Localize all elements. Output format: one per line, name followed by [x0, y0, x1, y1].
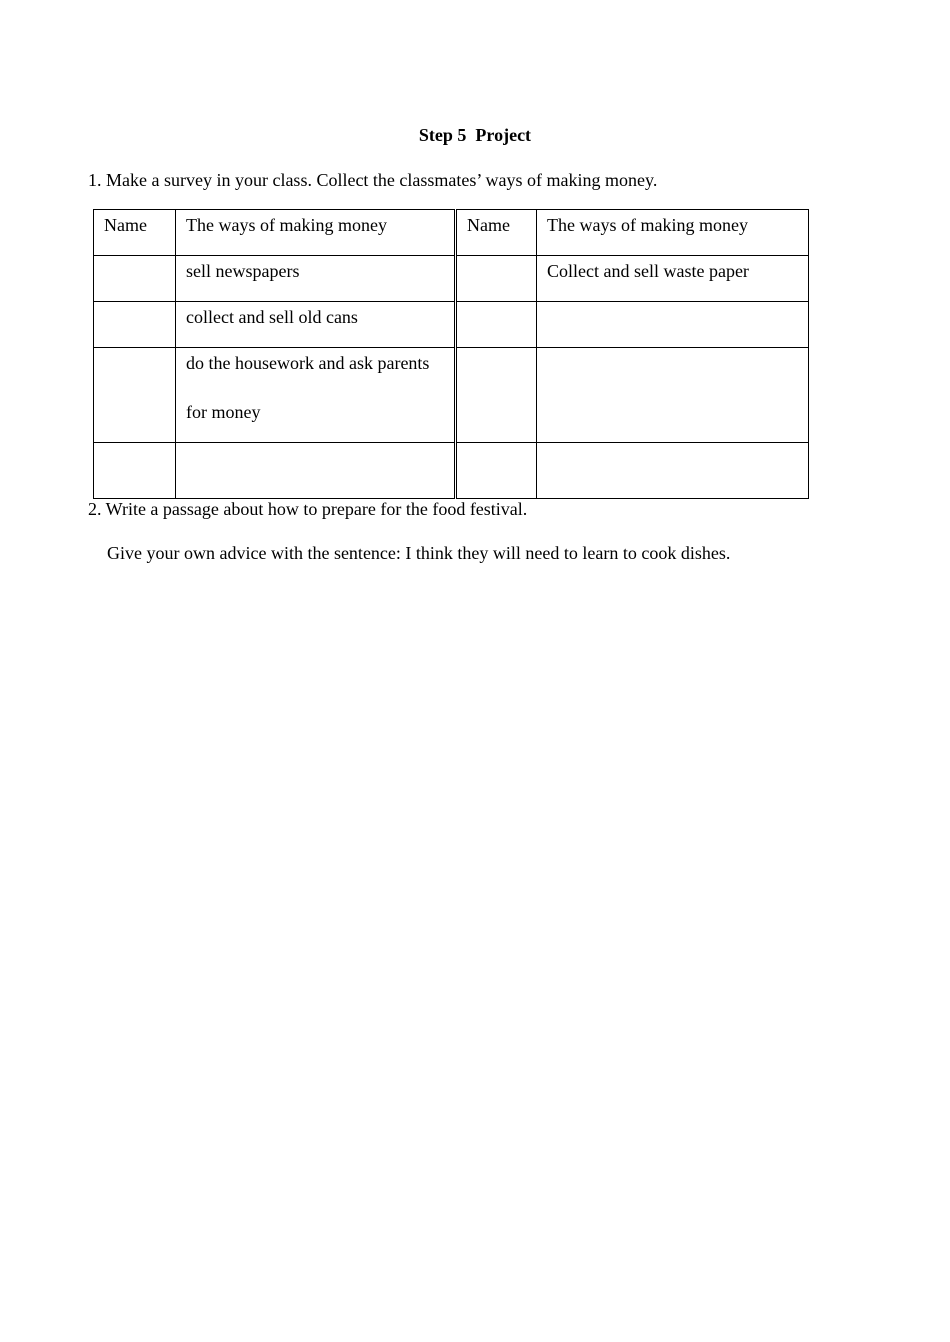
cell-way — [176, 348, 456, 443]
cell-way: sell newspapers — [176, 256, 456, 302]
table-row — [94, 443, 809, 499]
header-name-2: Name — [456, 210, 537, 256]
question-2-advice: Give your own advice with the sentence: I think they will need to learn to cook dishes. — [107, 543, 731, 563]
cell-way-line-2: for money — [186, 402, 261, 422]
cell-way: collect and sell old cans — [176, 302, 456, 348]
cell-name — [456, 256, 537, 302]
cell-way — [537, 443, 809, 499]
cell-name — [94, 256, 176, 302]
header-name-1: Name — [94, 210, 176, 256]
cell-name — [456, 443, 537, 499]
cell-way-line-1: do the housework and ask parents — [186, 353, 430, 373]
survey-table — [93, 209, 809, 499]
cell-name — [456, 302, 537, 348]
page-title: Step 5 Project — [418, 125, 532, 145]
question-1: 1. Make a survey in your class. Collect the classmates’ ways of making money. — [88, 170, 658, 190]
cell-name — [94, 443, 176, 499]
header-ways-2: The ways of making money — [537, 210, 809, 256]
question-2: 2. Write a passage about how to prepare for the food festival. — [88, 499, 528, 519]
cell-name — [94, 348, 176, 443]
table-header-row — [94, 210, 809, 256]
cell-way — [537, 302, 809, 348]
cell-way: Collect and sell waste paper — [537, 256, 809, 302]
table-row — [94, 348, 809, 443]
cell-way — [537, 348, 809, 443]
cell-name — [94, 302, 176, 348]
cell-name — [456, 348, 537, 443]
table-row — [94, 256, 809, 302]
cell-way — [176, 443, 456, 499]
header-ways-1: The ways of making money — [176, 210, 456, 256]
